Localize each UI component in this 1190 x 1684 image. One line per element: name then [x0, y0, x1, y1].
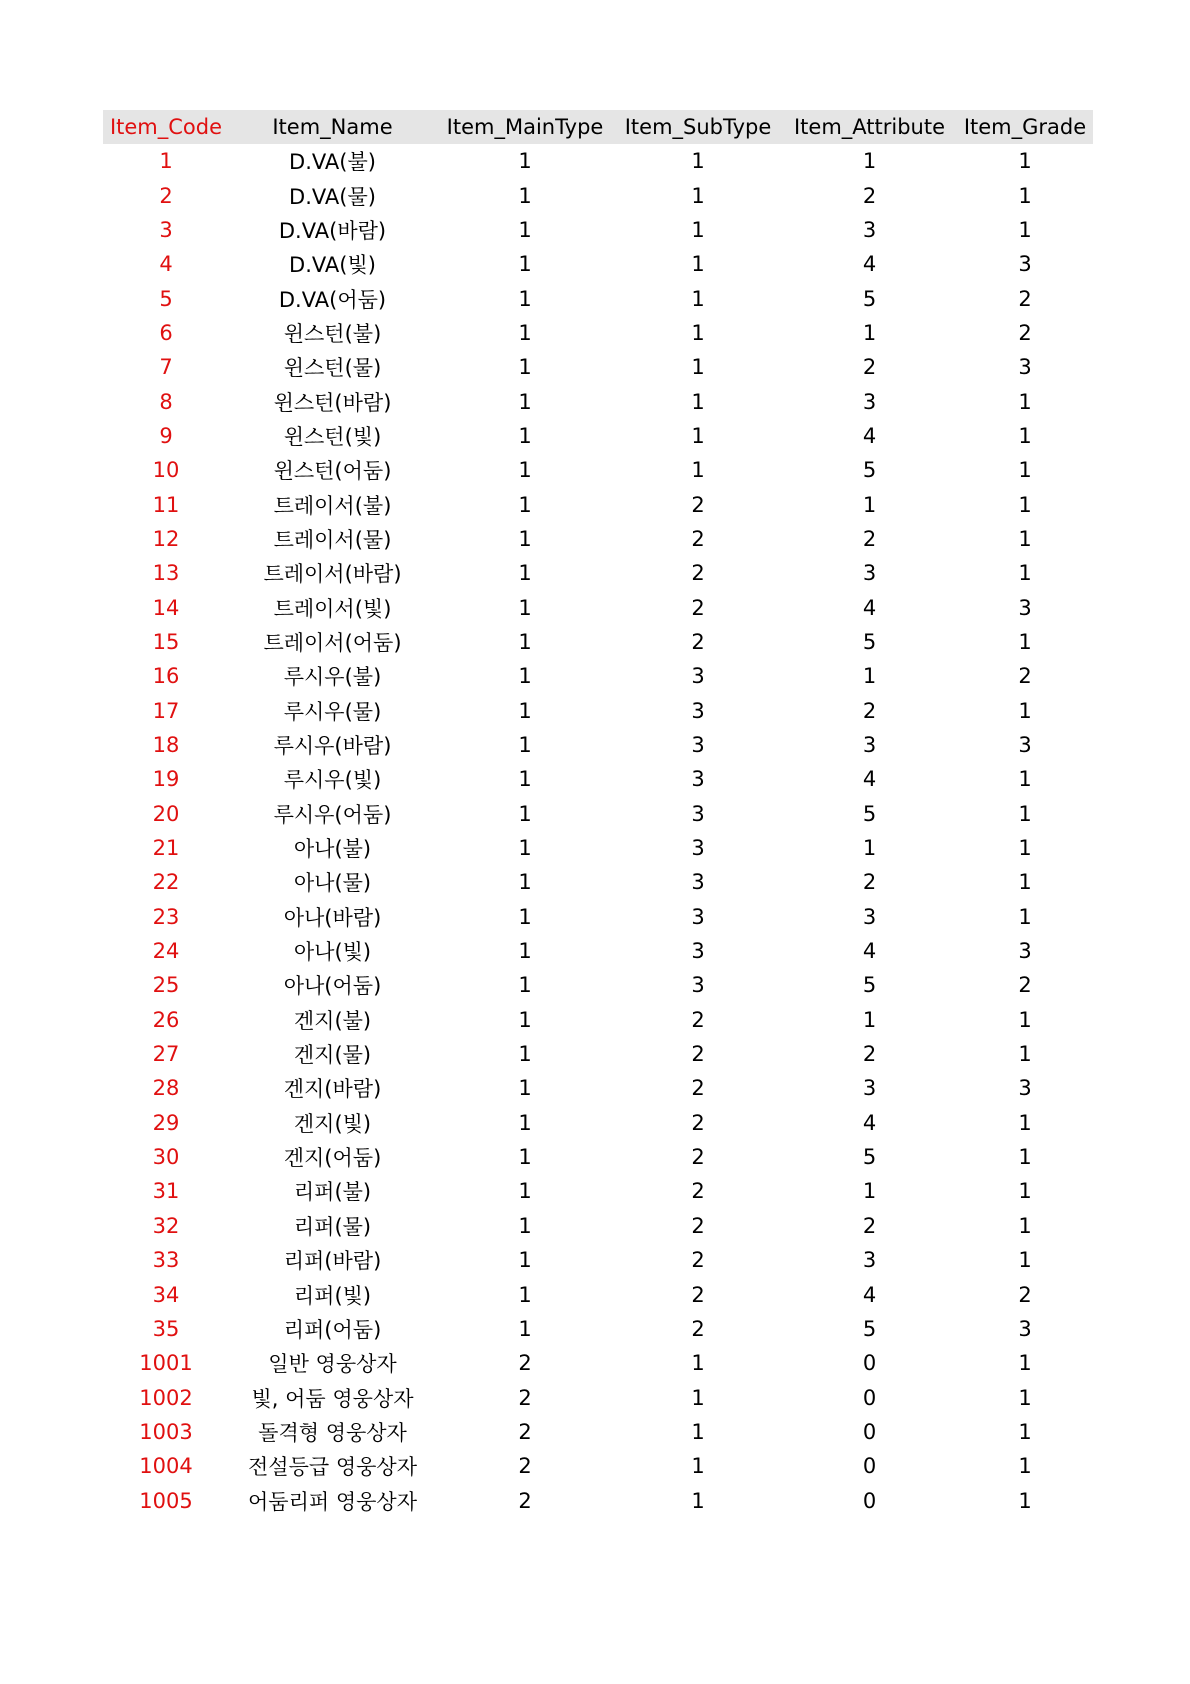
cell-item-code: 24: [152, 939, 180, 964]
cell-item-name: 돌격형 영웅상자: [258, 1420, 407, 1445]
cell-item-name: 겐지(바람): [283, 1077, 382, 1102]
cell-item-maintype: 1: [518, 1282, 532, 1307]
cell-item-code: 15: [152, 629, 180, 654]
cell-item-code: 33: [152, 1248, 180, 1273]
table-row: [103, 1106, 1093, 1140]
cell-item-subtype: 1: [691, 389, 705, 414]
cell-item-subtype: 1: [691, 1454, 705, 1479]
cell-item-subtype: 1: [691, 149, 705, 174]
cell-item-code: 1001: [139, 1351, 193, 1376]
cell-item-maintype: 2: [518, 1419, 532, 1444]
cell-item-subtype: 3: [691, 767, 705, 792]
cell-item-name: 루시우(물): [283, 699, 382, 724]
cell-item-attribute: 2: [862, 870, 877, 895]
cell-item-name: 겐지(빛): [293, 1111, 372, 1136]
cell-item-maintype: 1: [518, 836, 532, 861]
item-table: [103, 110, 1093, 1518]
cell-item-name: 윈스턴(불): [283, 321, 382, 346]
cell-item-maintype: 1: [518, 458, 532, 483]
cell-item-code: 1003: [139, 1419, 193, 1444]
cell-item-attribute: 1: [862, 1179, 877, 1204]
cell-item-grade: 1: [1018, 492, 1032, 517]
cell-item-maintype: 1: [518, 183, 532, 208]
cell-item-subtype: 2: [691, 492, 705, 517]
cell-item-maintype: 1: [518, 664, 532, 689]
cell-item-grade: 1: [1018, 526, 1032, 551]
cell-item-subtype: 2: [691, 1145, 705, 1170]
cell-item-name: 리퍼(어둠): [283, 1317, 382, 1342]
cell-item-code: 16: [152, 664, 180, 689]
cell-item-maintype: 1: [518, 1110, 532, 1135]
cell-item-maintype: 1: [518, 629, 532, 654]
header-item-grade: Item_Grade: [963, 115, 1087, 139]
cell-item-subtype: 1: [691, 423, 705, 448]
cell-item-code: 6: [159, 320, 173, 345]
cell-item-subtype: 3: [691, 664, 705, 689]
cell-item-subtype: 3: [691, 939, 705, 964]
cell-item-grade: 2: [1018, 1282, 1032, 1307]
cell-item-attribute: 3: [862, 1248, 877, 1273]
cell-item-name: 트레이서(빛): [273, 596, 392, 621]
cell-item-maintype: 1: [518, 320, 532, 345]
cell-item-subtype: 1: [691, 252, 705, 277]
table-row: [103, 487, 1093, 521]
cell-item-maintype: 1: [518, 1145, 532, 1170]
cell-item-attribute: 2: [862, 526, 877, 551]
cell-item-subtype: 3: [691, 836, 705, 861]
cell-item-subtype: 3: [691, 973, 705, 998]
cell-item-grade: 1: [1018, 1110, 1032, 1135]
cell-item-grade: 1: [1018, 217, 1032, 242]
cell-item-attribute: 3: [862, 904, 877, 929]
cell-item-name: 아나(불): [293, 837, 372, 862]
cell-item-subtype: 2: [691, 526, 705, 551]
cell-item-maintype: 1: [518, 355, 532, 380]
cell-item-name: 어둠리퍼 영웅상자: [248, 1489, 417, 1514]
header-item-name: Item_Name: [272, 115, 393, 139]
cell-item-attribute: 4: [862, 423, 877, 448]
cell-item-attribute: 5: [862, 286, 877, 311]
table-row: [103, 900, 1093, 934]
cell-item-maintype: 1: [518, 1042, 532, 1067]
cell-item-maintype: 1: [518, 423, 532, 448]
table-row: [103, 1243, 1093, 1277]
cell-item-grade: 1: [1018, 389, 1032, 414]
table-row: [103, 1209, 1093, 1243]
cell-item-code: 21: [152, 836, 180, 861]
cell-item-subtype: 1: [691, 286, 705, 311]
cell-item-name: 리퍼(빛): [293, 1283, 372, 1308]
table-row: [103, 350, 1093, 384]
cell-item-name: D.VA(어둠): [278, 287, 387, 312]
cell-item-attribute: 3: [862, 1076, 877, 1101]
cell-item-grade: 2: [1018, 973, 1032, 998]
cell-item-code: 27: [152, 1042, 180, 1067]
cell-item-grade: 1: [1018, 149, 1032, 174]
cell-item-maintype: 1: [518, 973, 532, 998]
cell-item-name: 아나(바람): [283, 905, 382, 930]
cell-item-name: 빛, 어둠 영웅상자: [251, 1386, 414, 1411]
cell-item-code: 12: [152, 526, 180, 551]
cell-item-attribute: 4: [862, 252, 877, 277]
table-row: [103, 1277, 1093, 1311]
cell-item-attribute: 0: [862, 1351, 877, 1376]
header-item-maintype: Item_MainType: [446, 115, 604, 139]
cell-item-attribute: 3: [862, 389, 877, 414]
cell-item-code: 14: [152, 595, 180, 620]
cell-item-code: 19: [152, 767, 180, 792]
cell-item-name: D.VA(불): [289, 150, 376, 175]
cell-item-subtype: 3: [691, 870, 705, 895]
cell-item-grade: 1: [1018, 183, 1032, 208]
cell-item-subtype: 3: [691, 698, 705, 723]
table-row: [103, 659, 1093, 693]
cell-item-grade: 3: [1018, 252, 1032, 277]
cell-item-name: D.VA(물): [289, 184, 376, 209]
table-row: [103, 556, 1093, 590]
cell-item-grade: 1: [1018, 836, 1032, 861]
cell-item-code: 10: [152, 458, 180, 483]
cell-item-name: 전설등급 영웅상자: [248, 1455, 417, 1480]
cell-item-name: D.VA(빛): [289, 253, 376, 278]
cell-item-name: 윈스턴(빛): [283, 424, 382, 449]
table-row: [103, 144, 1093, 178]
cell-item-maintype: 1: [518, 1248, 532, 1273]
cell-item-maintype: 2: [518, 1385, 532, 1410]
cell-item-maintype: 1: [518, 801, 532, 826]
cell-item-grade: 3: [1018, 595, 1032, 620]
table-row: [103, 1140, 1093, 1174]
cell-item-attribute: 4: [862, 767, 877, 792]
cell-item-grade: 1: [1018, 767, 1032, 792]
cell-item-code: 13: [152, 561, 180, 586]
cell-item-attribute: 3: [862, 561, 877, 586]
cell-item-grade: 1: [1018, 629, 1032, 654]
cell-item-name: 아나(어둠): [283, 974, 382, 999]
table-row: [103, 831, 1093, 865]
cell-item-attribute: 3: [862, 217, 877, 242]
cell-item-grade: 1: [1018, 1454, 1032, 1479]
cell-item-maintype: 1: [518, 149, 532, 174]
cell-item-code: 2: [159, 183, 173, 208]
table-row: [103, 316, 1093, 350]
cell-item-attribute: 1: [862, 492, 877, 517]
cell-item-name: 윈스턴(어둠): [273, 459, 392, 484]
cell-item-subtype: 1: [691, 1488, 705, 1513]
cell-item-maintype: 1: [518, 561, 532, 586]
cell-item-name: 아나(물): [293, 871, 372, 896]
cell-item-grade: 3: [1018, 939, 1032, 964]
cell-item-code: 9: [159, 423, 173, 448]
cell-item-code: 32: [152, 1213, 180, 1238]
cell-item-grade: 1: [1018, 1007, 1032, 1032]
cell-item-code: 4: [159, 252, 173, 277]
cell-item-attribute: 4: [862, 1282, 877, 1307]
header-item-attribute: Item_Attribute: [793, 115, 946, 139]
cell-item-attribute: 1: [862, 149, 877, 174]
cell-item-attribute: 4: [862, 595, 877, 620]
table-row: [103, 1415, 1093, 1449]
table-row: [103, 728, 1093, 762]
cell-item-code: 23: [152, 904, 180, 929]
cell-item-name: 리퍼(바람): [283, 1249, 382, 1274]
cell-item-attribute: 4: [862, 1110, 877, 1135]
cell-item-name: D.VA(바람): [278, 218, 387, 243]
cell-item-grade: 3: [1018, 1076, 1032, 1101]
cell-item-attribute: 3: [862, 733, 877, 758]
table-row: [103, 384, 1093, 418]
cell-item-code: 34: [152, 1282, 180, 1307]
cell-item-maintype: 1: [518, 698, 532, 723]
cell-item-subtype: 2: [691, 1213, 705, 1238]
table-row: [103, 1312, 1093, 1346]
cell-item-grade: 1: [1018, 1213, 1032, 1238]
cell-item-attribute: 0: [862, 1419, 877, 1444]
cell-item-code: 7: [159, 355, 173, 380]
cell-item-name: 겐지(물): [293, 1043, 372, 1068]
cell-item-code: 35: [152, 1316, 180, 1341]
table-row: [103, 865, 1093, 899]
cell-item-subtype: 2: [691, 595, 705, 620]
cell-item-code: 8: [159, 389, 173, 414]
cell-item-code: 5: [159, 286, 173, 311]
cell-item-maintype: 1: [518, 767, 532, 792]
cell-item-maintype: 1: [518, 1076, 532, 1101]
cell-item-attribute: 2: [862, 183, 877, 208]
cell-item-name: 겐지(어둠): [283, 1146, 382, 1171]
cell-item-grade: 1: [1018, 870, 1032, 895]
cell-item-code: 11: [152, 492, 180, 517]
table-row: [103, 797, 1093, 831]
header-item-code: Item_Code: [109, 115, 223, 139]
cell-item-name: 루시우(불): [283, 665, 382, 690]
cell-item-code: 3: [159, 217, 173, 242]
cell-item-attribute: 5: [862, 629, 877, 654]
cell-item-maintype: 1: [518, 939, 532, 964]
cell-item-attribute: 2: [862, 698, 877, 723]
cell-item-grade: 1: [1018, 1179, 1032, 1204]
table-row: [103, 934, 1093, 968]
cell-item-grade: 1: [1018, 698, 1032, 723]
cell-item-grade: 3: [1018, 733, 1032, 758]
cell-item-name: 리퍼(물): [293, 1214, 372, 1239]
cell-item-grade: 1: [1018, 1385, 1032, 1410]
table-row: [103, 522, 1093, 556]
cell-item-code: 28: [152, 1076, 180, 1101]
cell-item-maintype: 1: [518, 1179, 532, 1204]
cell-item-subtype: 1: [691, 458, 705, 483]
table-row: [103, 1380, 1093, 1414]
cell-item-grade: 1: [1018, 1488, 1032, 1513]
cell-item-code: 1002: [139, 1385, 193, 1410]
table-row: [103, 1346, 1093, 1380]
cell-item-maintype: 1: [518, 1213, 532, 1238]
cell-item-attribute: 5: [862, 801, 877, 826]
cell-item-attribute: 5: [862, 1145, 877, 1170]
cell-item-name: 아나(빛): [293, 940, 372, 965]
cell-item-subtype: 2: [691, 1316, 705, 1341]
table-row: [103, 762, 1093, 796]
cell-item-maintype: 1: [518, 389, 532, 414]
cell-item-grade: 1: [1018, 458, 1032, 483]
cell-item-code: 22: [152, 870, 180, 895]
cell-item-attribute: 0: [862, 1454, 877, 1479]
header-item-subtype: Item_SubType: [624, 115, 772, 139]
cell-item-maintype: 1: [518, 526, 532, 551]
cell-item-grade: 1: [1018, 1351, 1032, 1376]
table-row: [103, 968, 1093, 1002]
cell-item-maintype: 1: [518, 733, 532, 758]
cell-item-name: 윈스턴(물): [283, 356, 382, 381]
cell-item-subtype: 2: [691, 1042, 705, 1067]
cell-item-subtype: 3: [691, 904, 705, 929]
cell-item-name: 리퍼(불): [293, 1180, 372, 1205]
cell-item-code: 1004: [139, 1454, 193, 1479]
table-row: [103, 453, 1093, 487]
cell-item-grade: 1: [1018, 904, 1032, 929]
cell-item-code: 29: [152, 1110, 180, 1135]
cell-item-code: 1: [159, 149, 173, 174]
cell-item-code: 25: [152, 973, 180, 998]
cell-item-name: 루시우(빛): [283, 768, 382, 793]
cell-item-attribute: 1: [862, 320, 877, 345]
table-row: [103, 419, 1093, 453]
cell-item-maintype: 1: [518, 904, 532, 929]
cell-item-grade: 1: [1018, 1145, 1032, 1170]
cell-item-name: 트레이서(어둠): [263, 630, 402, 655]
cell-item-subtype: 2: [691, 1282, 705, 1307]
cell-item-subtype: 2: [691, 1179, 705, 1204]
cell-item-grade: 2: [1018, 286, 1032, 311]
table-row: [103, 247, 1093, 281]
cell-item-attribute: 2: [862, 1213, 877, 1238]
cell-item-subtype: 1: [691, 1351, 705, 1376]
cell-item-subtype: 1: [691, 1385, 705, 1410]
cell-item-name: 루시우(바람): [273, 734, 392, 759]
header-row: [103, 110, 1093, 144]
cell-item-code: 20: [152, 801, 180, 826]
cell-item-maintype: 2: [518, 1488, 532, 1513]
cell-item-name: 트레이서(불): [273, 493, 392, 518]
cell-item-name: 겐지(불): [293, 1008, 372, 1033]
table-row: [103, 178, 1093, 212]
cell-item-subtype: 2: [691, 1110, 705, 1135]
cell-item-grade: 3: [1018, 355, 1032, 380]
cell-item-subtype: 2: [691, 1007, 705, 1032]
cell-item-subtype: 3: [691, 733, 705, 758]
cell-item-grade: 1: [1018, 1042, 1032, 1067]
table-row: [103, 1449, 1093, 1483]
cell-item-attribute: 0: [862, 1488, 877, 1513]
cell-item-code: 1005: [139, 1488, 193, 1513]
cell-item-code: 17: [152, 698, 180, 723]
cell-item-attribute: 5: [862, 973, 877, 998]
table-row: [103, 281, 1093, 315]
table-row: [103, 1174, 1093, 1208]
cell-item-subtype: 2: [691, 1076, 705, 1101]
cell-item-maintype: 1: [518, 217, 532, 242]
cell-item-maintype: 2: [518, 1454, 532, 1479]
cell-item-attribute: 4: [862, 939, 877, 964]
cell-item-attribute: 1: [862, 664, 877, 689]
cell-item-attribute: 2: [862, 1042, 877, 1067]
cell-item-subtype: 1: [691, 355, 705, 380]
cell-item-maintype: 1: [518, 1316, 532, 1341]
cell-item-grade: 1: [1018, 423, 1032, 448]
cell-item-subtype: 2: [691, 629, 705, 654]
cell-item-maintype: 1: [518, 1007, 532, 1032]
cell-item-name: 일반 영웅상자: [268, 1352, 397, 1377]
cell-item-code: 30: [152, 1145, 180, 1170]
cell-item-attribute: 2: [862, 355, 877, 380]
cell-item-maintype: 1: [518, 252, 532, 277]
cell-item-code: 18: [152, 733, 180, 758]
table-row: [103, 1483, 1093, 1517]
cell-item-subtype: 2: [691, 561, 705, 586]
cell-item-attribute: 1: [862, 1007, 877, 1032]
table-row: [103, 1071, 1093, 1105]
cell-item-grade: 3: [1018, 1316, 1032, 1341]
table-row: [103, 625, 1093, 659]
cell-item-attribute: 5: [862, 458, 877, 483]
cell-item-maintype: 1: [518, 492, 532, 517]
cell-item-code: 26: [152, 1007, 180, 1032]
table-body: [103, 144, 1093, 1518]
cell-item-subtype: 1: [691, 183, 705, 208]
table-row: [103, 213, 1093, 247]
cell-item-maintype: 1: [518, 286, 532, 311]
cell-item-attribute: 1: [862, 836, 877, 861]
table-row: [103, 590, 1093, 624]
cell-item-grade: 1: [1018, 1248, 1032, 1273]
cell-item-code: 31: [152, 1179, 180, 1204]
cell-item-subtype: 2: [691, 1248, 705, 1273]
cell-item-grade: 1: [1018, 1419, 1032, 1444]
cell-item-subtype: 1: [691, 320, 705, 345]
cell-item-maintype: 2: [518, 1351, 532, 1376]
cell-item-maintype: 1: [518, 870, 532, 895]
table-row: [103, 1003, 1093, 1037]
cell-item-grade: 1: [1018, 561, 1032, 586]
cell-item-grade: 2: [1018, 320, 1032, 345]
cell-item-subtype: 3: [691, 801, 705, 826]
cell-item-subtype: 1: [691, 1419, 705, 1444]
cell-item-name: 루시우(어둠): [273, 802, 392, 827]
cell-item-attribute: 0: [862, 1385, 877, 1410]
cell-item-name: 트레이서(물): [273, 527, 392, 552]
cell-item-grade: 1: [1018, 801, 1032, 826]
table-row: [103, 694, 1093, 728]
table-row: [103, 1037, 1093, 1071]
cell-item-name: 윈스턴(바람): [273, 390, 392, 415]
cell-item-subtype: 1: [691, 217, 705, 242]
cell-item-name: 트레이서(바람): [263, 562, 402, 587]
cell-item-grade: 2: [1018, 664, 1032, 689]
cell-item-maintype: 1: [518, 595, 532, 620]
cell-item-attribute: 5: [862, 1316, 877, 1341]
